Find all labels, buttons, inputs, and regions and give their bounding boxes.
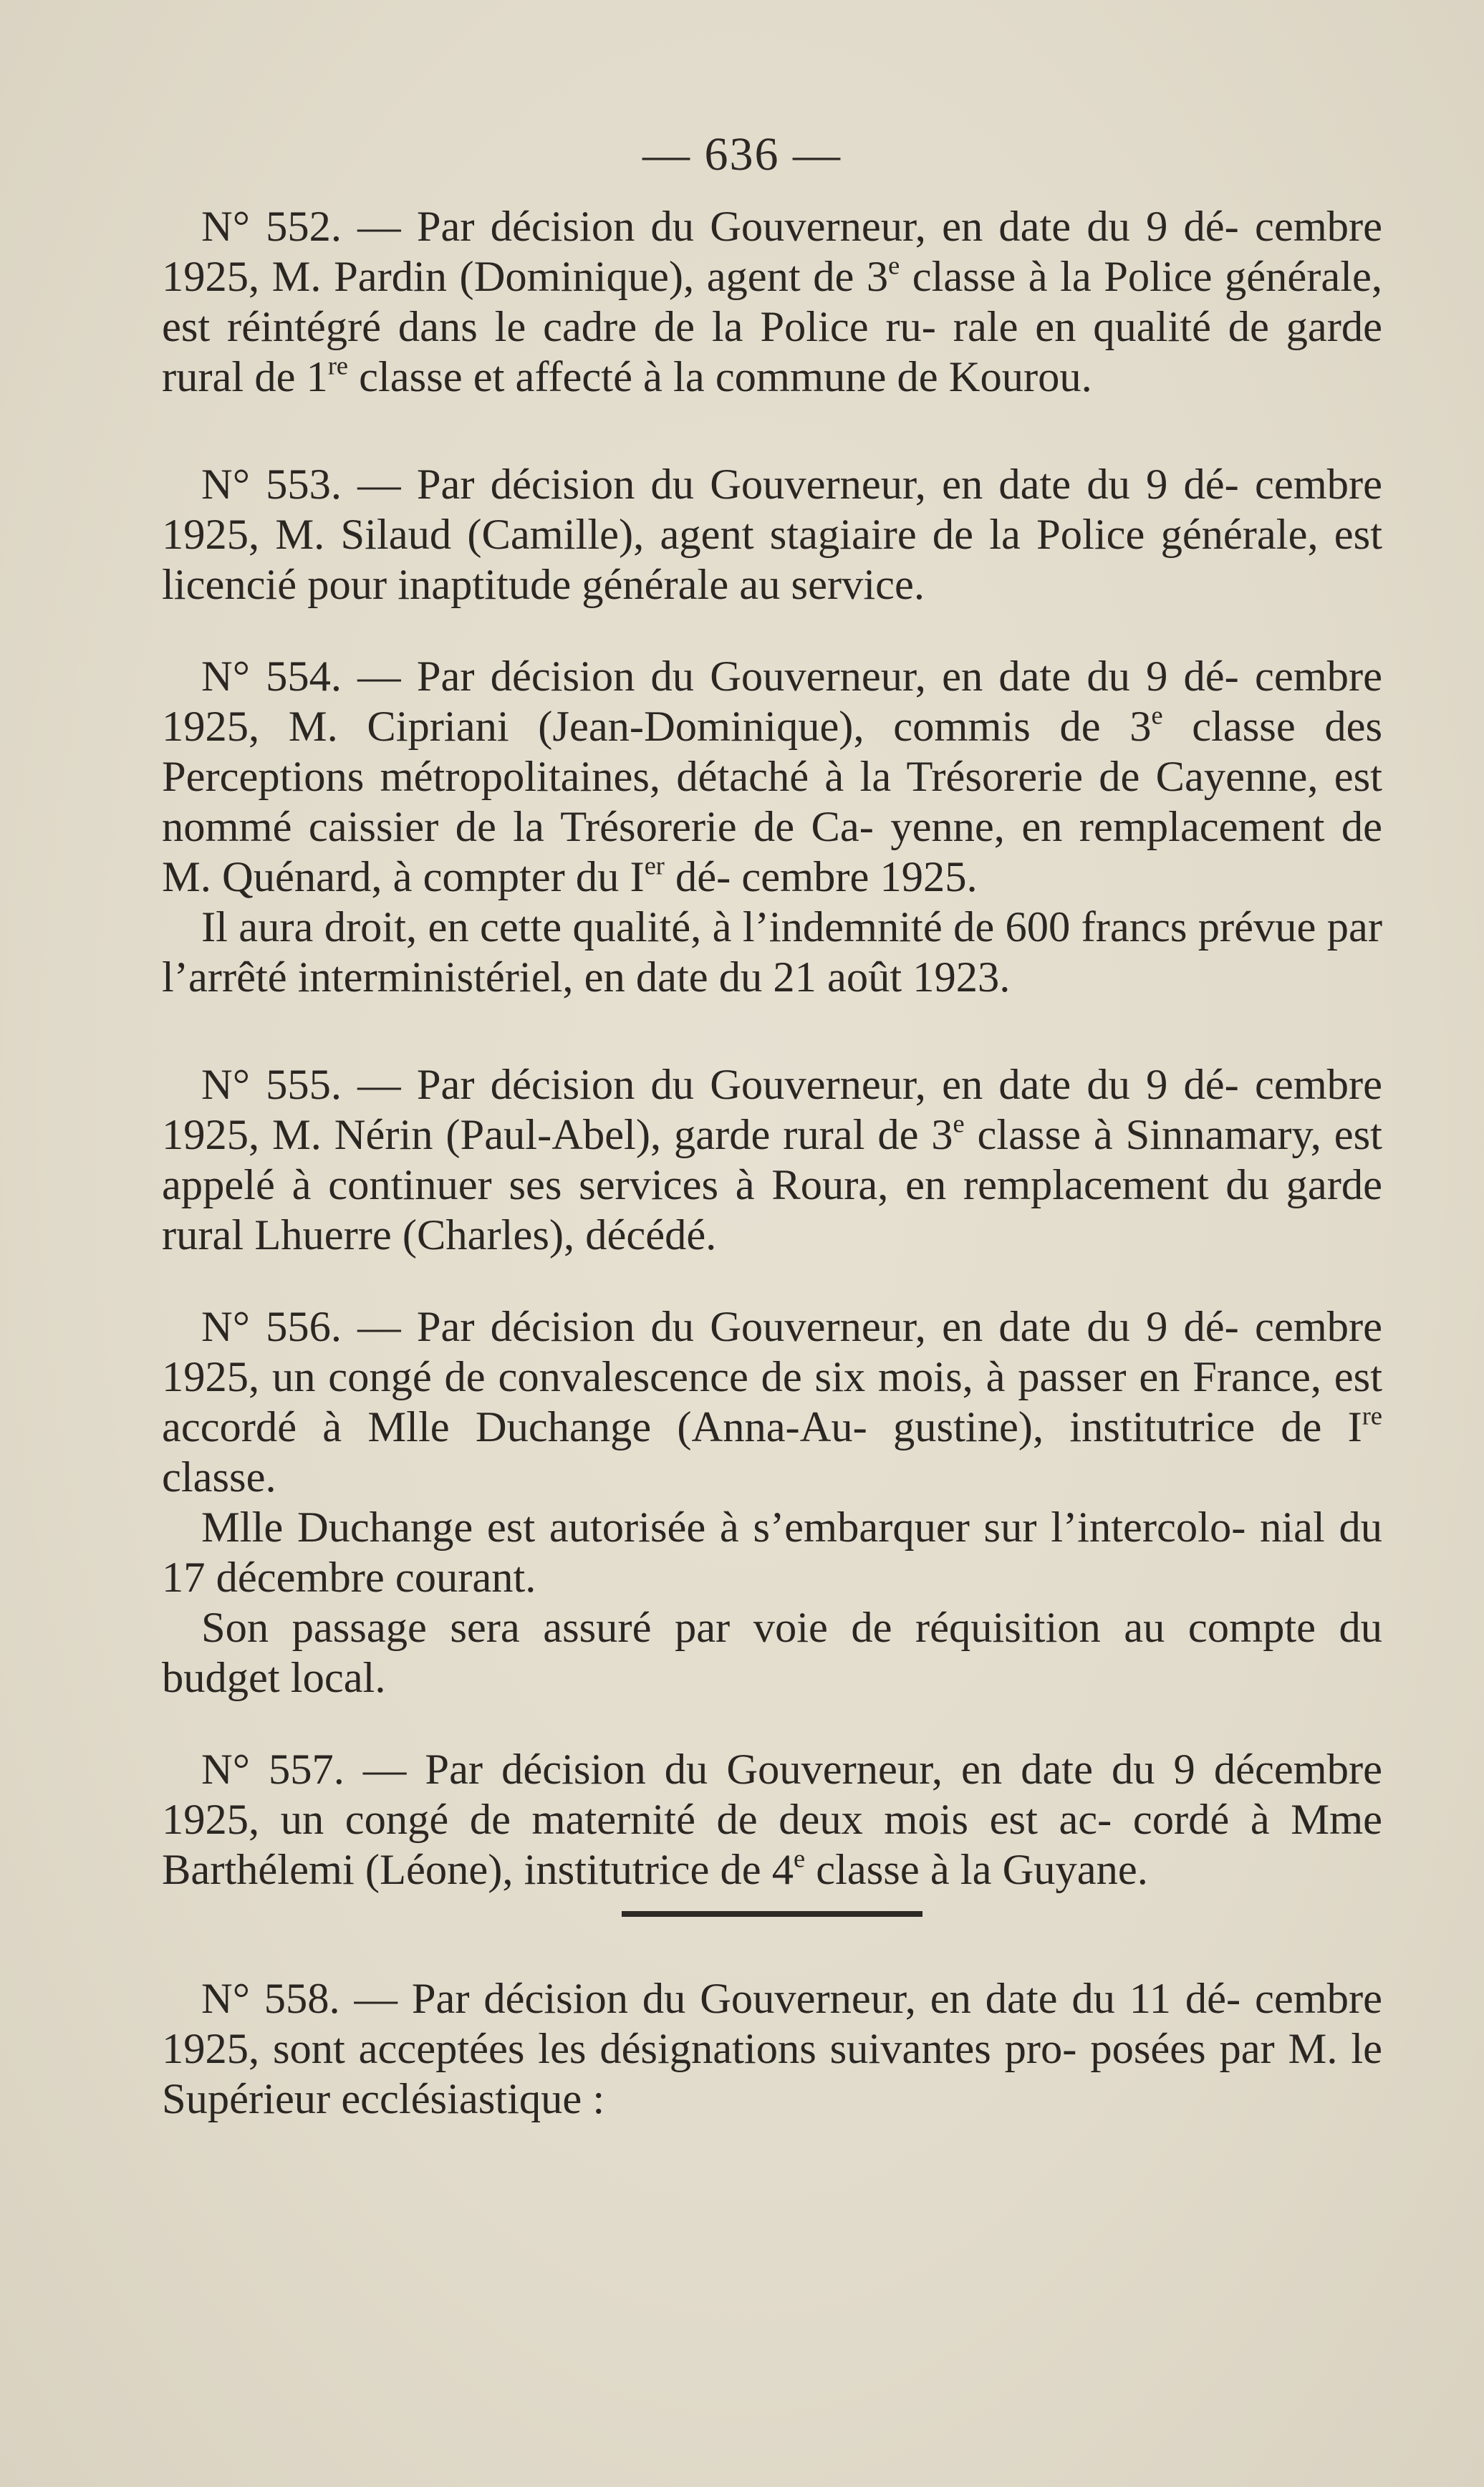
page-number: — 636 — [642, 128, 842, 181]
page-body [162, 202, 1382, 2125]
decision-entry-557 [162, 1745, 1382, 1895]
paragraph: Son passage sera assuré par voie de réquisition au compte du budget local. [162, 1604, 1382, 1702]
decision-entry-552 [162, 202, 1382, 403]
paragraph: N° 554. — Par décision du Gouverneur, en date du 9 dé- cembre 1925, M. Cipriani (Jean-Dominique), commis de 3e classe des Perceptions métropolitaines, détaché à la Trésorerie de Cayenne, est nommé caissier de la Trésorerie de Ca- yenne, en remplacement de M. Quénard, à compter du Ier dé- cembre 1925. [162, 653, 1382, 901]
paragraph: N° 556. — Par décision du Gouverneur, en date du 9 dé- cembre 1925, un congé de convalescence de six mois, à passer en France, est accordé à Mlle Duchange (Anna-Au- gustine), institutrice de Ire classe. [162, 1303, 1383, 1501]
decision-entry-558 [162, 1974, 1382, 2125]
decision-entry-554 [162, 652, 1382, 1003]
decision-entry-553 [162, 460, 1382, 610]
paragraph: N° 557. — Par décision du Gouverneur, en date du 9 décembre 1925, un congé de maternité de deux mois est ac- cordé à Mme Barthélemi (Léone), institutrice de 4e classe à la Guyane. [162, 1746, 1382, 1894]
paragraph: N° 558. — Par décision du Gouverneur, en date du 11 dé- cembre 1925, sont acceptées les désignations suivantes pro- posées par M. le Supérieur ecclésiastique : [162, 1975, 1382, 2123]
decision-entry-556 [162, 1302, 1382, 1703]
decision-entry-555 [162, 1060, 1382, 1261]
paragraph: N° 555. — Par décision du Gouverneur, en date du 9 dé- cembre 1925, M. Nérin (Paul-Abel), garde rural de 3e classe à Sinnamary, est appelé à continuer ses services à Roura, en remplacement du garde rural Lhuerre (Charles), décédé. [162, 1061, 1383, 1259]
section-divider [622, 1911, 922, 1917]
paragraph: Il aura droit, en cette qualité, à l’indemnité de 600 francs prévue par l’arrêté interministériel, en date du 21 août 1923. [162, 903, 1382, 1001]
paragraph: N° 553. — Par décision du Gouverneur, en date du 9 dé- cembre 1925, M. Silaud (Camille), agent stagiaire de la Police générale, est licencié pour inaptitude générale au service. [162, 461, 1382, 609]
paragraph: N° 552. — Par décision du Gouverneur, en date du 9 dé- cembre 1925, M. Pardin (Dominique), agent de 3e classe à la Police générale, est réintégré dans le cadre de la Police ru- rale en qualité de garde rural de 1re classe et affecté à la commune de Kourou. [162, 203, 1383, 401]
paragraph: Mlle Duchange est autorisée à s’embarquer sur l’intercolo- nial du 17 décembre courant. [162, 1504, 1382, 1602]
